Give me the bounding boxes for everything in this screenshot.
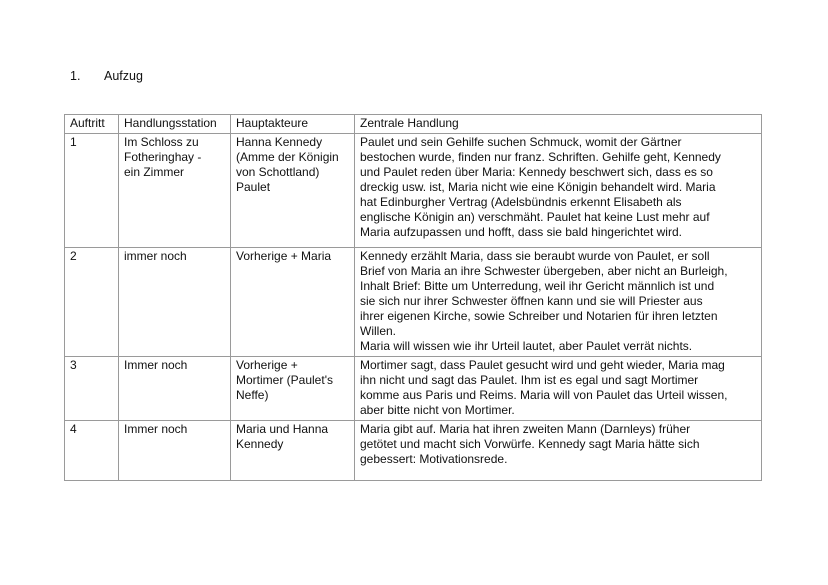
cell-station: immer noch [124,249,187,263]
header-auftritt: Auftritt [65,115,119,134]
table-header-row [65,115,762,134]
section-title: Aufzug [104,69,143,83]
cell-auftritt: 3 [70,358,77,372]
cell-akteure: Vorherige + Mortimer (Paulet's Neffe) [236,358,333,402]
cell-station: Im Schloss zu Fotheringhay - ein Zimmer [124,135,202,179]
table-row [65,357,762,421]
cell-akteure: Maria und Hanna Kennedy [236,422,329,451]
cell-station: Immer noch [124,422,188,436]
header-handlungsstation: Handlungsstation [119,115,231,134]
cell-handlung: Maria gibt auf. Maria hat ihren zweiten Mann (Darnleys) früher getötet und macht sich Vorwürfe. Kennedy sagt Maria hätte sich gebessert: Motivationsrede. [360,422,700,466]
cell-akteure: Vorherige + Maria [236,249,332,263]
header-hauptakteure: Hauptakteure [231,115,355,134]
cell-handlung: Kennedy erzählt Maria, dass sie beraubt wurde von Paulet, er soll Brief von Maria an ihre Schwester übergeben, aber nicht an Burleigh, Inhalt Brief: Bitte um Unterredung, weil ihr Gericht männlich ist und sie sich nur ihrer Schwester öffnen kann und sie will Priester aus ihrer eigenen Kirche, sowie Schreiber und Notarien für ihren letzten Willen. Maria will wissen wie ihr Urteil lautet, aber Paulet verrät nichts. [360,249,728,353]
table-row [65,248,762,357]
cell-auftritt: 1 [70,135,77,149]
cell-handlung: Paulet und sein Gehilfe suchen Schmuck, womit der Gärtner bestochen wurde, finden nur franz. Schriften. Gehilfe geht, Kennedy und Paulet reden über Maria: Kennedy beschwert sich, dass es so dreckig usw. ist, Maria nicht wie eine Königin behandelt wird. Maria hat Edinburgher Vertrag (Adelsbündnis erkennt Elisabeth als englische Königin an) verschmäht. Paulet hat keine Lust mehr auf Maria aufzupassen und hofft, dass sie bald hingerichtet wird. [360,135,721,239]
table-row [65,134,762,248]
header-zentrale-handlung: Zentrale Handlung [355,115,762,134]
section-number: 1. [70,69,81,83]
cell-auftritt: 2 [70,249,77,263]
cell-station: Immer noch [124,358,188,372]
cell-akteure: Hanna Kennedy (Amme der Königin von Schottland) Paulet [236,135,339,194]
cell-auftritt: 4 [70,422,77,436]
section-heading [70,69,143,84]
scene-table [64,114,762,481]
table-row [65,421,762,481]
cell-handlung: Mortimer sagt, dass Paulet gesucht wird und geht wieder, Maria mag ihn nicht und sagt das Paulet. Ihm ist es egal und sagt Mortimer komme aus Paris und Reims. Maria will von Paulet das Urteil wissen, aber bitte nicht von Mortimer. [360,358,728,417]
